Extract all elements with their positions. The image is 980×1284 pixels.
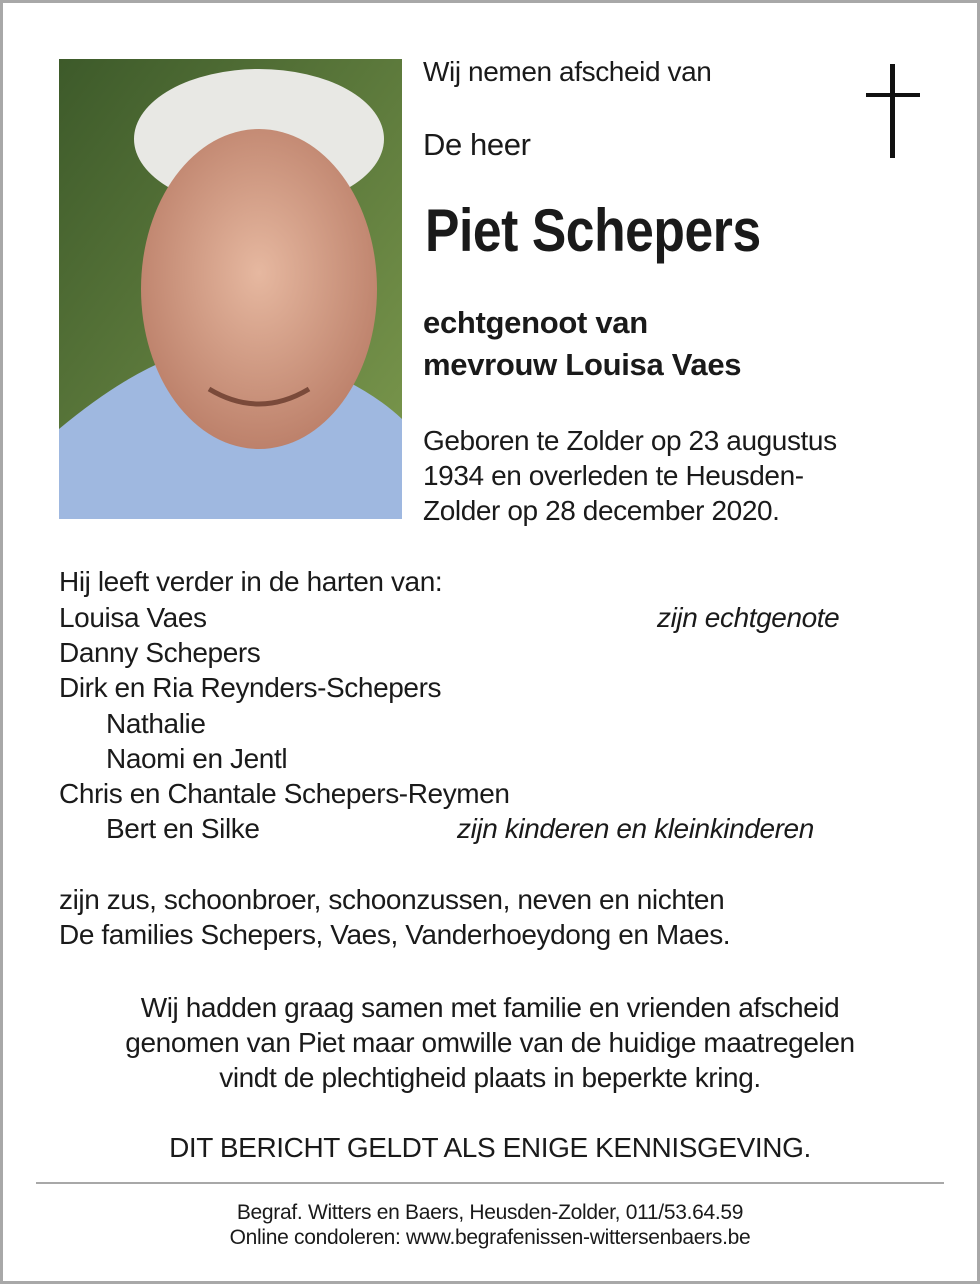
spouse-line-2: mevrouw Louisa Vaes <box>423 347 742 382</box>
message-line: genomen van Piet maar omwille van de huidige maatregelen <box>125 1027 855 1058</box>
intro-text: Wij nemen afscheid van <box>423 56 712 87</box>
survivor-name: Dirk en Ria Reynders-Schepers <box>59 672 442 703</box>
funeral-home-info: Begraf. Witters en Baers, Heusden-Zolder, 011/53.64.59 <box>236 1201 744 1224</box>
survivor-relation: zijn kinderen en kleinkinderen <box>457 813 814 844</box>
survivor-name: Naomi en Jentl <box>106 743 288 774</box>
survivor-name: Nathalie <box>106 708 206 739</box>
cross-icon-bar <box>866 93 920 97</box>
survivors-heading: Hij leeft verder in de harten van: <box>59 566 443 597</box>
condolence-link[interactable]: Online condoleren: www.begrafenissen-wittersenbaers.be <box>229 1226 751 1249</box>
notice-text: DIT BERICHT GELDT ALS ENIGE KENNISGEVING. <box>169 1132 811 1163</box>
birth-line: Zolder op 28 december 2020. <box>423 495 780 526</box>
divider <box>36 1182 944 1184</box>
spouse-line-1: echtgenoot van <box>423 305 648 340</box>
portrait-photo <box>59 59 402 519</box>
deceased-name: Piet Schepers <box>425 197 761 264</box>
message-line: vindt de plechtigheid plaats in beperkte kring. <box>219 1062 761 1093</box>
message-line: Wij hadden graag samen met familie en vrienden afscheid <box>140 992 840 1023</box>
birth-line: 1934 en overleden te Heusden- <box>423 460 804 491</box>
survivor-name: Danny Schepers <box>59 637 261 668</box>
cross-icon <box>890 64 895 158</box>
birth-line: Geboren te Zolder op 23 augustus <box>423 425 837 456</box>
survivor-name: Chris en Chantale Schepers-Reymen <box>59 778 510 809</box>
salutation: De heer <box>423 127 531 162</box>
survivor-relation: zijn echtgenote <box>657 602 840 633</box>
family-line: De families Schepers, Vaes, Vanderhoeydong en Maes. <box>59 919 731 950</box>
family-line: zijn zus, schoonbroer, schoonzussen, neven en nichten <box>59 884 725 915</box>
survivor-name: Louisa Vaes <box>59 602 207 633</box>
survivor-name: Bert en Silke <box>106 813 260 844</box>
